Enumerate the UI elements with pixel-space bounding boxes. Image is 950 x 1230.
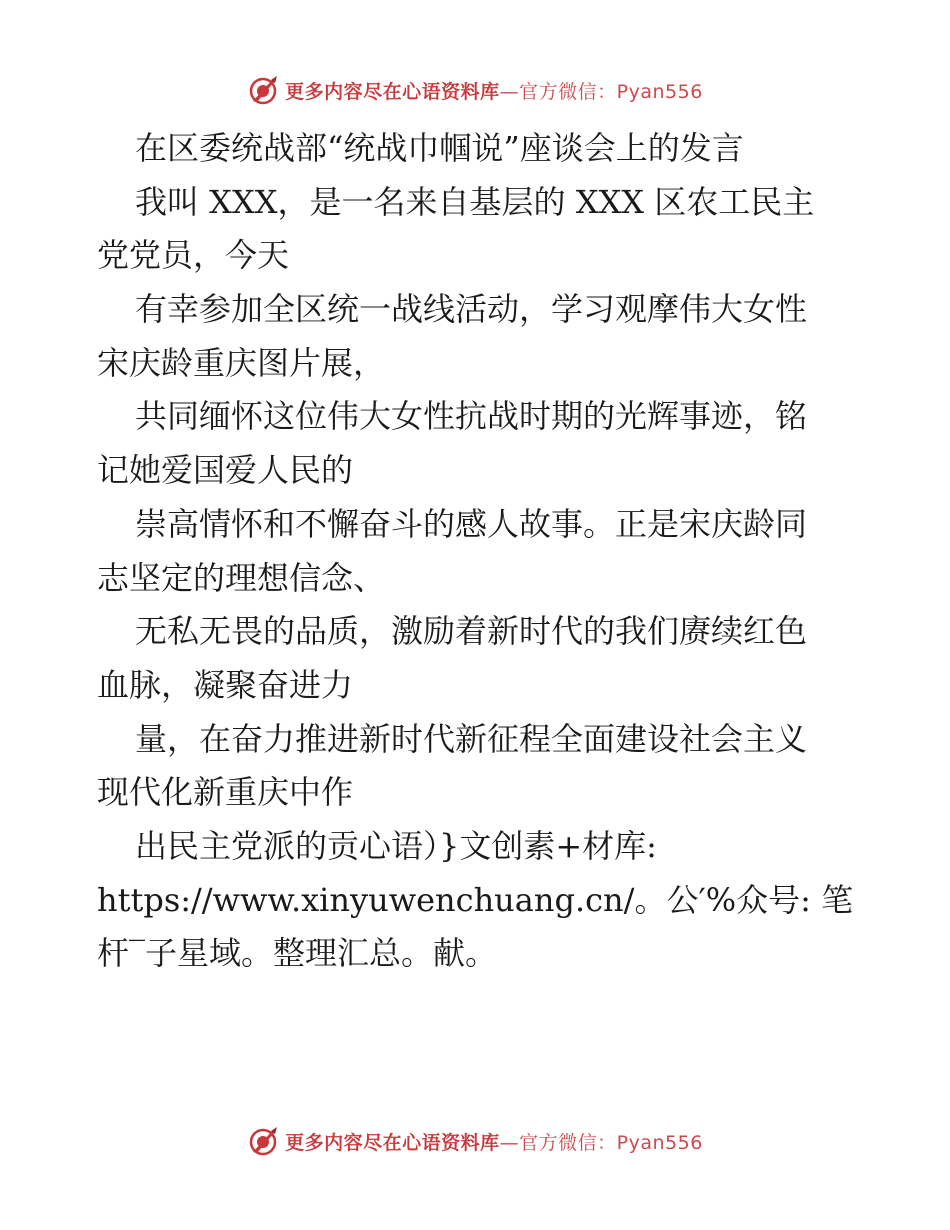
paragraph-line: https://www.xinyuwenchuang.cn/。公′%众号: 笔 (97, 880, 854, 919)
paragraph-line: 我叫 XXX，是一名来自基层的 XXX 区农工民主 (135, 182, 815, 221)
paragraph-line: 量，在奋力推进新时代新征程全面建设社会主义 (135, 719, 808, 758)
paragraph-line: 宋庆龄重庆图片展， (97, 343, 386, 382)
quill-logo-icon (247, 74, 279, 106)
paragraph-line: 记她爱国爱人民的 (97, 451, 354, 490)
paragraph-line: 志坚定的理想信念、 (97, 558, 386, 597)
banner-site-text: 更多内容尽在心语资料库 (285, 80, 500, 103)
paragraph-line: 共同缅怀这位伟大女性抗战时期的光辉事迹，铭 (135, 397, 808, 436)
document-body (97, 122, 857, 981)
paragraph-line: 党党员，今天 (97, 236, 290, 275)
paragraph-line: 杆‾子星域。整理汇总。献。 (97, 934, 498, 973)
banner-separator: — (499, 80, 520, 103)
paragraph-line: 现代化新重庆中作 (97, 773, 354, 812)
paragraph-line: 有幸参加全区统一战线活动，学习观摩伟大女性 (135, 290, 808, 329)
banner-site-text: 更多内容尽在心语资料库 (285, 1131, 500, 1154)
banner-wechat-text: 官方微信：Pyan556 (519, 1131, 703, 1154)
paragraph-line: 无私无畏的品质，激励着新时代的我们赓续红色 (135, 612, 808, 651)
quill-logo-icon (247, 1125, 279, 1157)
banner-wechat-text: 官方微信：Pyan556 (519, 80, 703, 103)
paragraph-line: 出民主党派的贡心语）}文创素+材库: (135, 826, 657, 865)
header-banner (0, 70, 950, 110)
footer-banner (0, 1121, 950, 1161)
document-title: 在区委统战部“统战巾帼说”座谈会上的发言 (135, 129, 744, 167)
banner-separator: — (499, 1131, 520, 1154)
paragraph-line: 崇高情怀和不懈奋斗的感人故事。正是宋庆龄同 (135, 504, 808, 543)
paragraph-line: 血脉，凝聚奋进力 (97, 665, 354, 704)
